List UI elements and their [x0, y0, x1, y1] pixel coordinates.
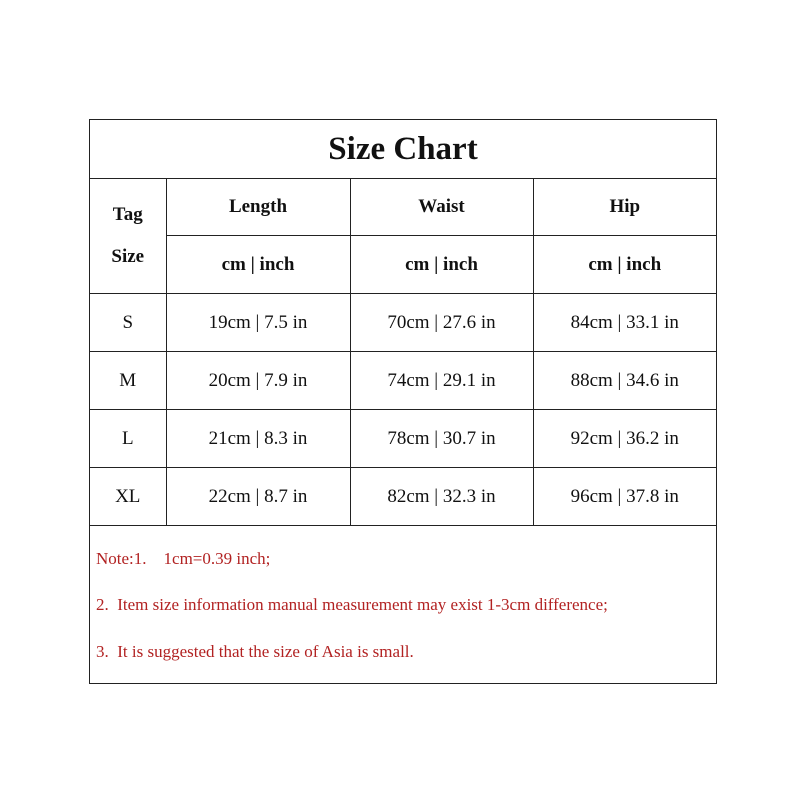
note-3: 3. It is suggested that the size of Asia is small.: [96, 642, 414, 661]
tag-size-header: [90, 178, 166, 294]
hip-cell: 88cm | 34.6 in: [533, 352, 716, 410]
waist-header: Waist: [350, 178, 533, 236]
waist-unit: cm | inch: [350, 236, 533, 294]
waist-cell: 78cm | 30.7 in: [350, 410, 533, 468]
waist-cell: 74cm | 29.1 in: [350, 352, 533, 410]
note-1: Note:1. 1cm=0.39 inch;: [96, 549, 271, 568]
size-cell: S: [90, 294, 166, 352]
table-row: [90, 294, 716, 352]
length-unit: cm | inch: [166, 236, 350, 294]
table-row: [90, 352, 716, 410]
length-cell: 22cm | 8.7 in: [166, 468, 350, 526]
length-header: Length: [166, 178, 350, 236]
size-table: [90, 178, 716, 526]
note-2: 2. Item size information manual measurement may exist 1-3cm difference;: [96, 595, 608, 614]
waist-cell: 70cm | 27.6 in: [350, 294, 533, 352]
table-row: [90, 468, 716, 526]
chart-title: Size Chart: [90, 120, 716, 179]
tag-label: Tag: [112, 203, 143, 225]
hip-unit: cm | inch: [533, 236, 716, 294]
hip-cell: 92cm | 36.2 in: [533, 410, 716, 468]
size-cell: M: [90, 352, 166, 410]
header-row-labels: [90, 178, 716, 236]
table-row: [90, 410, 716, 468]
size-cell: L: [90, 410, 166, 468]
length-cell: 21cm | 8.3 in: [166, 410, 350, 468]
size-label: Size: [111, 245, 145, 267]
notes-section: [90, 525, 716, 683]
hip-header: Hip: [533, 178, 716, 236]
hip-cell: 84cm | 33.1 in: [533, 294, 716, 352]
header-row-units: [90, 236, 716, 294]
length-cell: 20cm | 7.9 in: [166, 352, 350, 410]
length-cell: 19cm | 7.5 in: [166, 294, 350, 352]
size-chart-frame: [89, 119, 717, 684]
waist-cell: 82cm | 32.3 in: [350, 468, 533, 526]
size-cell: XL: [90, 468, 166, 526]
hip-cell: 96cm | 37.8 in: [533, 468, 716, 526]
